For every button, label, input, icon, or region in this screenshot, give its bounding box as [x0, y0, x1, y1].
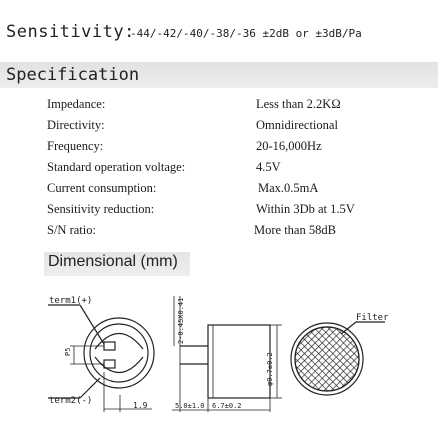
- spec-value: 4.5V: [256, 160, 281, 174]
- filter-mesh-cross: [295, 327, 359, 391]
- spec-value: Max.0.5mA: [258, 181, 319, 195]
- filter-label: Filter: [356, 313, 389, 323]
- lead-length-label: 5.0±1.0: [175, 402, 205, 410]
- spec-label: Impedance:: [47, 97, 106, 111]
- sensitivity-values: -44/-42/-40/-38/-36 ±2dB or ±3dB/Pa: [130, 27, 362, 40]
- top-view: [291, 322, 385, 395]
- capsule-body: [208, 325, 270, 398]
- spec-value: More than 58dB: [254, 223, 336, 237]
- spec-label: Sensitivity reduction:: [47, 202, 155, 216]
- term1-leader: [80, 305, 104, 344]
- term2-label: term2(-): [49, 396, 93, 406]
- pin-label: 2-0.45X0.41: [177, 297, 185, 344]
- term2-leader: [80, 378, 100, 398]
- spec-label: Standard operation voltage:: [47, 160, 186, 174]
- terminal-2-pad: [104, 360, 115, 368]
- spec-label: S/N ratio:: [47, 223, 96, 237]
- sensitivity-title: Sensitivity:: [6, 22, 135, 42]
- spec-label: Directivity:: [47, 118, 105, 132]
- d19-label: 1.9: [133, 401, 148, 410]
- spec-value: 20-16,000Hz: [256, 139, 322, 153]
- bottom-arc-bottom: [95, 357, 143, 373]
- spec-label: Frequency:: [47, 139, 104, 153]
- terminal-1-pad: [104, 342, 115, 350]
- specification-title: Specification: [6, 65, 140, 85]
- diameter-label: φ9.7±0.2: [266, 352, 274, 386]
- spec-value: Less than 2.2KΩ: [256, 97, 341, 111]
- bottom-inner-circle: [90, 324, 148, 382]
- dimensional-title: Dimensional (mm): [48, 253, 178, 270]
- term1-label: term1(+): [49, 296, 93, 306]
- spec-value: Within 3Db at 1.5V: [256, 202, 355, 216]
- spec-value: Omnidirectional: [256, 118, 338, 132]
- p5-label: P5: [64, 347, 72, 356]
- body-length-label: 6.7±0.2: [212, 402, 242, 410]
- spec-label: Current consumption:: [47, 181, 157, 195]
